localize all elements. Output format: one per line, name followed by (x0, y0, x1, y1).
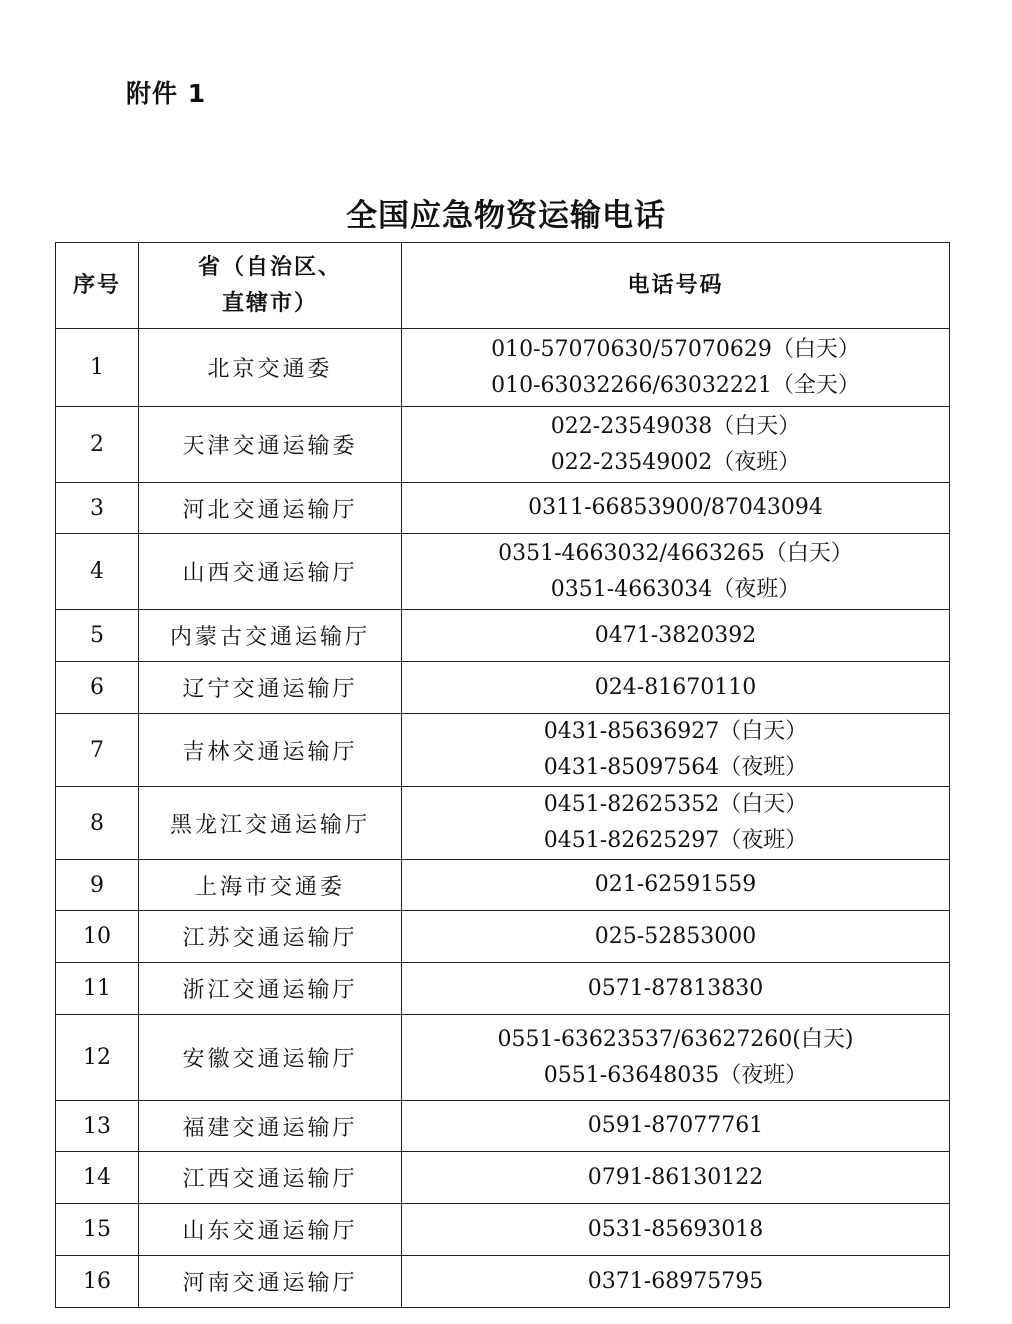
phone-number: 010-63032266/63032221（全天） (491, 372, 860, 398)
row-index: 10 (56, 911, 139, 963)
row-agency: 天津交通运输委 (139, 407, 402, 483)
phone-number: 0471-3820392 (594, 622, 757, 648)
row-agency: 江西交通运输厅 (139, 1152, 402, 1204)
row-agency: 北京交通委 (139, 329, 402, 407)
table-header-row (56, 243, 950, 329)
row-phone (402, 407, 950, 483)
phone-number: 022-23549002（夜班） (550, 449, 801, 475)
phone-number: 0451-82625352（白天） (543, 792, 808, 817)
row-index: 12 (56, 1015, 139, 1101)
emergency-contacts-table (55, 242, 950, 1308)
column-header-province-line2: 直辖市） (221, 290, 318, 316)
row-phone (402, 1204, 950, 1256)
table-row (56, 662, 950, 714)
row-agency: 浙江交通运输厅 (139, 963, 402, 1015)
row-agency: 黑龙江交通运输厅 (139, 787, 402, 860)
column-header-province-line1: 省（自治区、 (197, 254, 342, 280)
table-row (56, 1101, 950, 1152)
table-row (56, 787, 950, 860)
row-index: 9 (56, 860, 139, 911)
table-row (56, 911, 950, 963)
row-phone (402, 1101, 950, 1152)
row-phone (402, 963, 950, 1015)
table-row (56, 483, 950, 534)
phone-number: 0791-86130122 (587, 1164, 764, 1190)
row-index: 5 (56, 610, 139, 662)
row-agency: 山西交通运输厅 (139, 534, 402, 610)
row-index: 1 (56, 329, 139, 407)
table-row (56, 1152, 950, 1204)
phone-number: 0351-4663032/4663265（白天） (498, 540, 853, 566)
phone-number: 0571-87813830 (587, 975, 764, 1001)
phone-number: 025-52853000 (594, 923, 757, 949)
row-index: 11 (56, 963, 139, 1015)
row-phone (402, 1256, 950, 1308)
row-phone (402, 329, 950, 407)
phone-number: 0371-68975795 (587, 1268, 764, 1294)
row-index: 3 (56, 483, 139, 534)
phone-number: 0431-85097564（夜班） (543, 755, 808, 780)
row-agency: 江苏交通运输厅 (139, 911, 402, 963)
row-agency: 福建交通运输厅 (139, 1101, 402, 1152)
row-agency: 安徽交通运输厅 (139, 1015, 402, 1101)
phone-number: 0431-85636927（白天） (543, 719, 808, 744)
phone-number: 0591-87077761 (587, 1113, 764, 1138)
row-agency: 上海市交通委 (139, 860, 402, 911)
row-agency: 内蒙古交通运输厅 (139, 610, 402, 662)
row-index: 15 (56, 1204, 139, 1256)
table-row (56, 1204, 950, 1256)
row-phone (402, 534, 950, 610)
phone-number: 022-23549038（白天） (550, 413, 801, 439)
table-row (56, 860, 950, 911)
table-row (56, 329, 950, 407)
phone-number: 0551-63648035（夜班） (543, 1062, 808, 1088)
row-phone (402, 1152, 950, 1204)
row-phone (402, 610, 950, 662)
row-index: 2 (56, 407, 139, 483)
table-row (56, 714, 950, 787)
row-index: 13 (56, 1101, 139, 1152)
row-index: 8 (56, 787, 139, 860)
row-index: 6 (56, 662, 139, 714)
phone-number: 0311-66853900/87043094 (528, 495, 823, 520)
row-agency: 河北交通运输厅 (139, 483, 402, 534)
table-row (56, 407, 950, 483)
row-agency: 辽宁交通运输厅 (139, 662, 402, 714)
table-row (56, 1256, 950, 1308)
phone-number: 0351-4663034（夜班） (550, 576, 801, 602)
row-phone (402, 483, 950, 534)
row-agency: 河南交通运输厅 (139, 1256, 402, 1308)
phone-number: 0531-85693018 (587, 1216, 764, 1242)
phone-number: 024-81670110 (594, 674, 757, 700)
column-header-province (139, 243, 402, 329)
phone-number: 0451-82625297（夜班） (543, 828, 808, 853)
row-phone (402, 860, 950, 911)
row-phone (402, 662, 950, 714)
table-row (56, 1015, 950, 1101)
row-index: 7 (56, 714, 139, 787)
column-header-index: 序号 (56, 243, 139, 329)
row-agency: 吉林交通运输厅 (139, 714, 402, 787)
phone-number: 010-57070630/57070629（白天） (491, 336, 860, 362)
table-row (56, 610, 950, 662)
phone-number: 021-62591559 (594, 872, 757, 897)
row-index: 4 (56, 534, 139, 610)
row-index: 14 (56, 1152, 139, 1204)
phone-number: 0551-63623537/63627260(白天) (497, 1026, 854, 1052)
row-index: 16 (56, 1256, 139, 1308)
row-phone (402, 911, 950, 963)
column-header-phone: 电话号码 (402, 243, 950, 329)
row-phone (402, 787, 950, 860)
table-row (56, 534, 950, 610)
row-agency: 山东交通运输厅 (139, 1204, 402, 1256)
row-phone (402, 714, 950, 787)
row-phone (402, 1015, 950, 1101)
table-row (56, 963, 950, 1015)
attachment-label: 附件 1 (126, 79, 207, 108)
table-body (56, 329, 950, 1308)
document-title: 全国应急物资运输电话 (346, 198, 666, 234)
